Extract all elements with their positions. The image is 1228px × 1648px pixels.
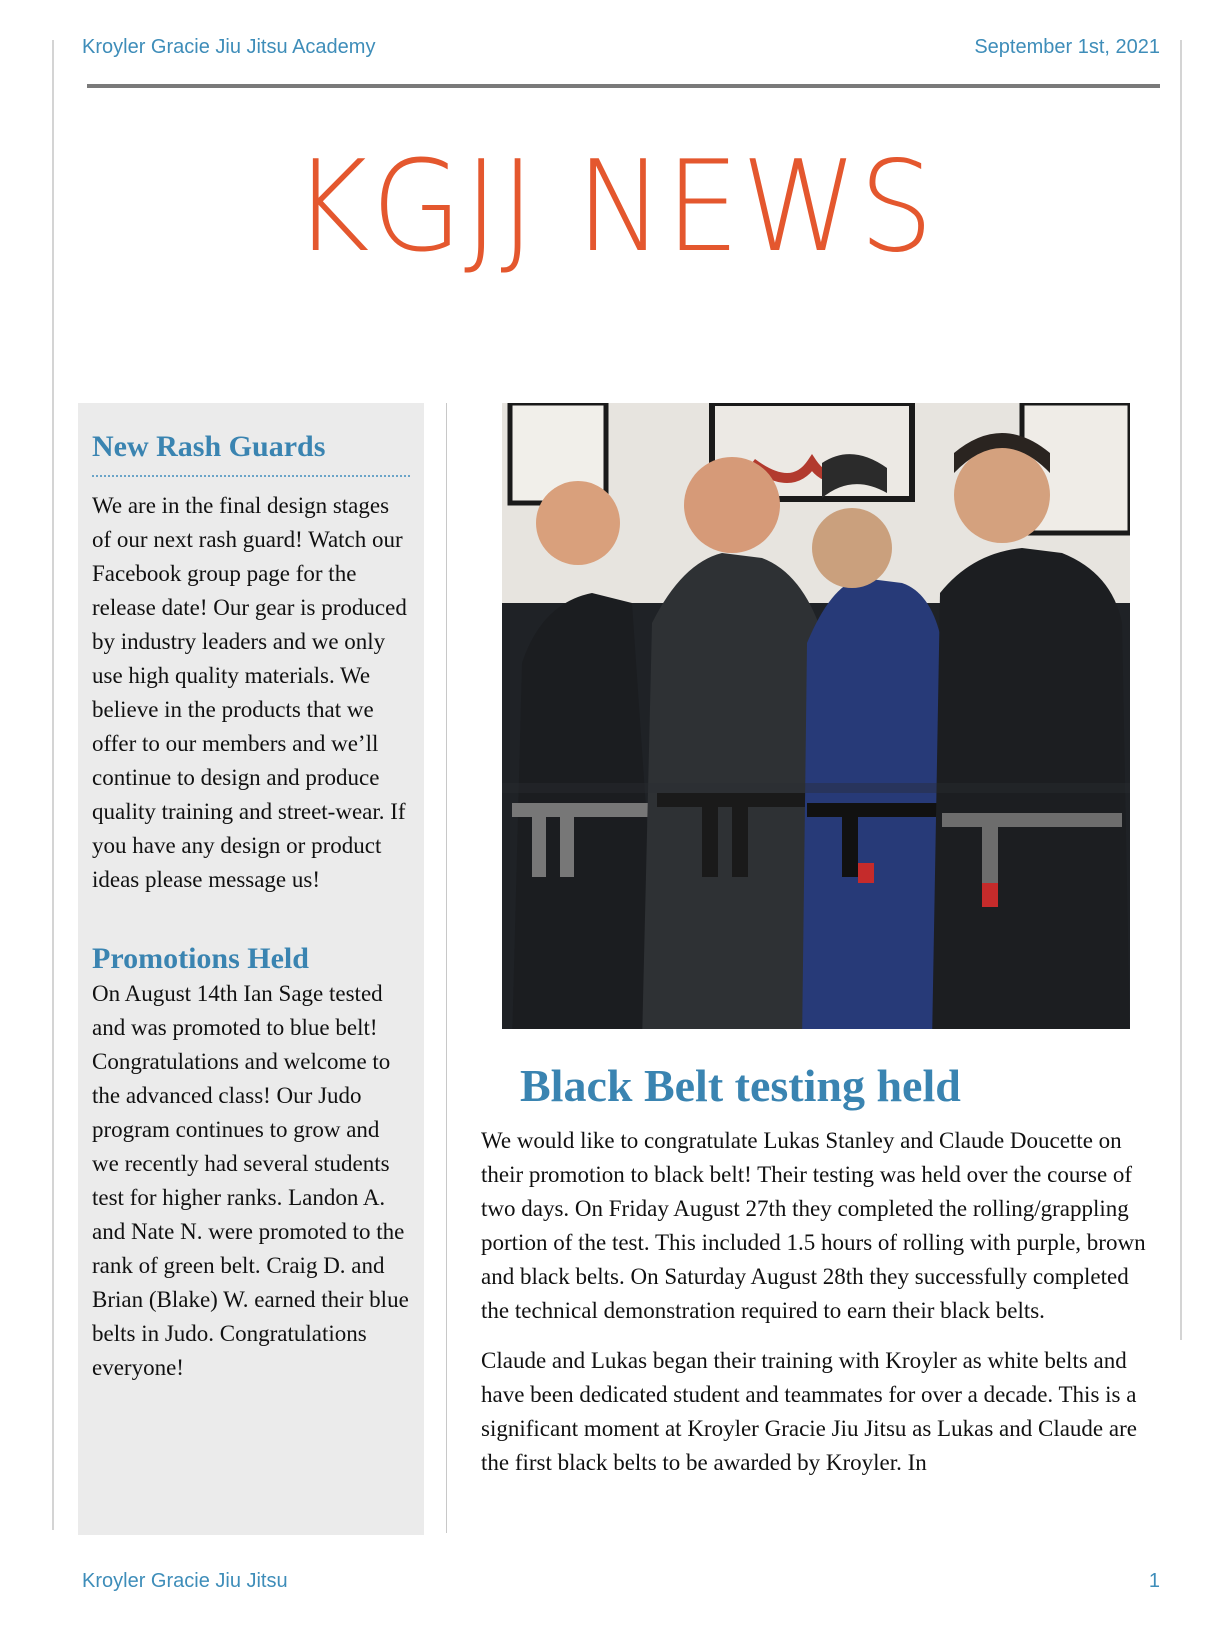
promotions-heading: Promotions Held: [92, 942, 309, 975]
group-photo: [502, 403, 1130, 1029]
page-number: 1: [1148, 1570, 1160, 1592]
masthead-title: KGJJ NEWS: [292, 133, 936, 280]
article-body: [481, 1124, 1161, 1496]
article-paragraph: We would like to congratulate Lukas Stanley and Claude Doucette on their promotion to black belt! Their testing was held over the course of two days. On Friday August 27th they completed the rolling/grappling portion of the test. This included 1.5 hours of rolling with purple, brown and black belts. On Saturday August 28th they successfully completed the technical demonstration required to earn their black belts.: [481, 1128, 1146, 1323]
article-paragraph: Claude and Lukas began their training with Kroyler as white belts and have been dedicated student and teammates for over a decade. This is a significant moment at Kroyler Gracie Jiu Jitsu as Lukas and Claude are the first black belts to be awarded by Kroyler. In: [481, 1348, 1137, 1475]
rash-guards-heading: New Rash Guards: [92, 430, 326, 463]
rash-guards-text: We are in the final design stages of our next rash guard! Watch our Facebook group page for the release date! Our gear is produced by industry leaders and we only use high quality materials. We believe in the products that we offer to our members and we’ll continue to design and produce quality training and street-wear. If you have any design or product ideas please message us!: [92, 493, 407, 892]
header-rule: [87, 84, 1160, 88]
group-photo-illustration: [502, 403, 1130, 1029]
promotions-text: On August 14th Ian Sage tested and was promoted to blue belt! Congratulations and welcome to the advanced class! Our Judo program continues to grow and we recently had several students test for higher ranks. Landon A. and Nate N. were promoted to the rank of green belt. Craig D. and Brian (Blake) W. earned their blue belts in Judo. Congratulations everyone!: [92, 981, 409, 1380]
article-heading: Black Belt testing held: [520, 1060, 961, 1111]
footer-academy-name: Kroyler Gracie Jiu Jitsu: [82, 1570, 288, 1592]
dotted-divider: [92, 475, 410, 477]
header-academy-name: Kroyler Gracie Jiu Jitsu Academy: [82, 36, 376, 58]
sidebar: [78, 403, 424, 1535]
header-date: September 1st, 2021: [974, 36, 1160, 58]
column-divider: [446, 403, 447, 1533]
